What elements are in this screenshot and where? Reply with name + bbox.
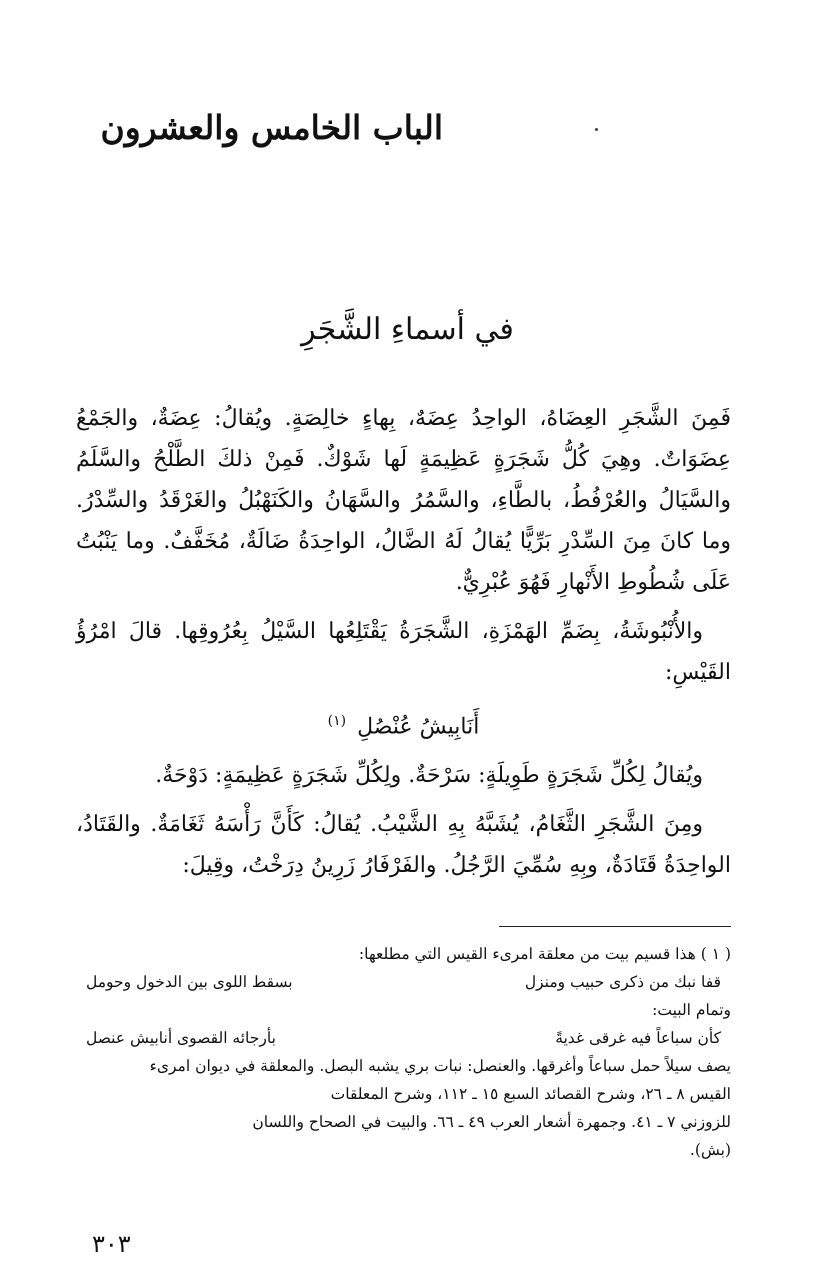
paragraph-4: ومِنَ الشَّجَرِ الثَّغَامُ، يُشَبَّهُ بِهِ الشَّيْبُ. يُقالُ: كَأَنَّ رَأْسَهُ ثَغَامَةٌ. والقَتَادُ، الواحِدَةُ قَتَادَةٌ، وبِهِ سُمِّيَ الرَّجُلُ. والفَرْفَارُ زَرِينُ دِرَخْتُ، وقِيلَ: xyxy=(76,812,731,879)
verse-2-first-hemistich: كأن سباعاً فيه غرقى غديةً xyxy=(555,1029,721,1047)
footnote-verse-2 xyxy=(76,1024,731,1052)
paragraph-1: فَمِنَ الشَّجَرِ العِضَاهُ، الواحِدُ عِضَهٌ، بِهاءٍ خالِصَةٍ. ويُقالُ: عِضَةٌ، والجَمْعُ عِضَوَاتٌ. وهِيَ كُلُّ شَجَرَةٍ عَظِيمَةٍ لَها شَوْكٌ. فَمِنْ ذلكَ الطَّلْحُ والسَّلَمُ والسَّيَالُ والعُرْفُطُ، بالطَّاءِ، والسَّمُرُ والسَّهَانُ والكَنَهْبُلُ والغَرْقَدُ والسِّدْرُ. وما كانَ مِنَ السِّدْرِ بَرِّيًّا يُقالُ لَهُ الضَّالُ، الواحِدَةُ ضَالَةٌ، مُخَفَّفٌ. وما يَنْبُتُ عَلَى شُطُوطِ الأَنْهارِ فَهُوَ عُبْرِيٌّ. xyxy=(76,406,731,595)
footnote-intro: ( ١ ) هذا قسيم بيت من معلقة امرىء القيس التي مطلعها: xyxy=(358,945,731,963)
footnote-line-2: القيس ٨ ـ ٢٦، وشرح القصائد السبع ١٥ ـ ١١٢، وشرح المعلقات xyxy=(330,1085,731,1103)
verse-1-second-hemistich: بسقط اللوى بين الدخول وحومل xyxy=(86,973,293,991)
footnote-verse-1 xyxy=(76,968,731,996)
verse-text: أَنَابِيشُ عُنْصُلِ xyxy=(357,714,480,740)
footnotes xyxy=(76,940,731,1164)
section-title: في أسماءِ الشَّجَرِ xyxy=(301,312,514,347)
page-number: ٣٠٣ xyxy=(92,1230,131,1258)
verse-1-first-hemistich: قفا نبك من ذكرى حبيب ومنزل xyxy=(524,973,721,991)
chapter-title: الباب الخامس والعشرون xyxy=(100,108,443,147)
footnote-separator xyxy=(499,926,731,927)
paragraph-3: ويُقالُ لِكُلِّ شَجَرَةٍ طَوِيلَةٍ: سَرْحَةٌ. ولِكُلِّ شَجَرَةٍ عَظِيمَةٍ: دَوْحَةٌ. xyxy=(155,763,703,789)
paragraph-2: والأُنْبُوشَةُ، بِضَمِّ الهَمْزَةِ، الشَّجَرَةُ يَقْتَلِعُها السَّيْلُ بِعُرُوقِها. قالَ امْرُؤُ القَيْسِ: xyxy=(76,619,731,685)
full-verse-label: وتمام البيت: xyxy=(652,1001,731,1019)
footnote-line-3: للزوزني ٧ ـ ٤١. وجمهرة أشعار العرب ٤٩ ـ ٦٦. والبيت في الصحاح واللسان xyxy=(252,1113,731,1131)
footnote-marker: (١) xyxy=(327,713,347,729)
verse-2-second-hemistich: بأرجائه القصوى أنابيش عنصل xyxy=(86,1029,276,1047)
main-text xyxy=(76,398,731,894)
scan-speck xyxy=(595,128,598,131)
quoted-verse xyxy=(76,701,731,747)
footnote-line-1: يصف سيلاً حمل سباعاً وأغرقها. والعنصل: نبات بري يشبه البصل. والمعلقة في ديوان امرىء xyxy=(149,1057,731,1075)
footnote-line-4: (بش). xyxy=(689,1141,731,1159)
